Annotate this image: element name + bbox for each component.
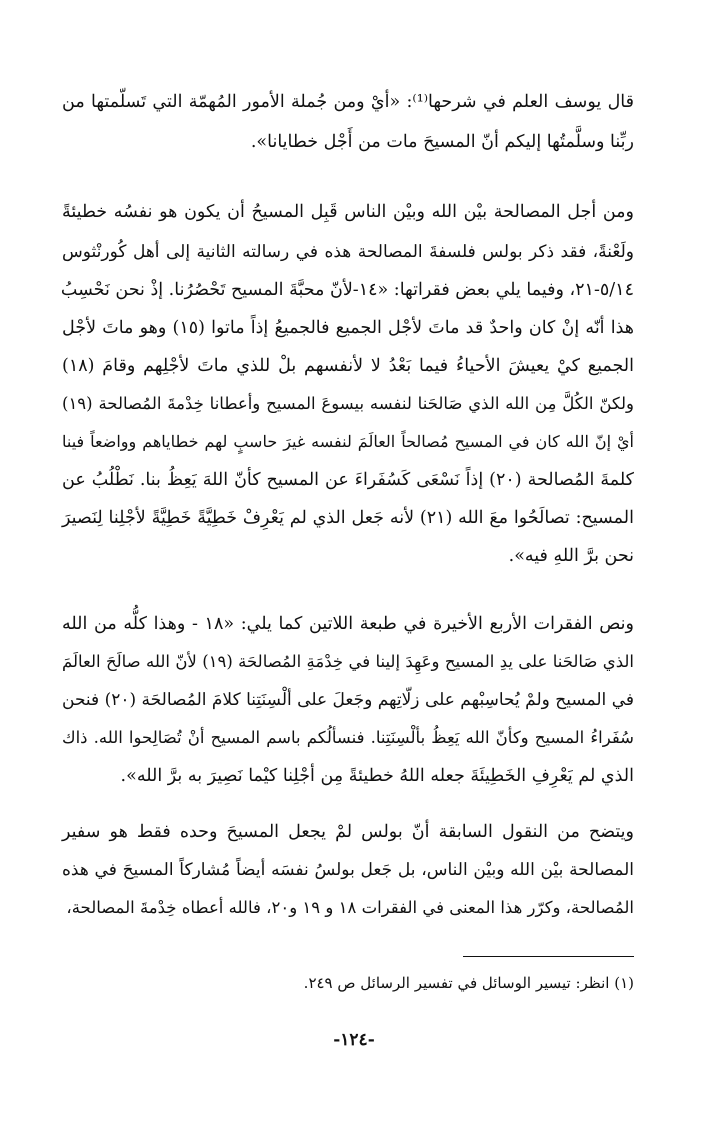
text-line: في المسيح ولمْ يُحاسِبْهم على زلّاتِهم وجَعلَ على ألْسِنَتِنا كلامَ المُصالحَة (٢٠) فنحن xyxy=(62,690,634,710)
text-line: المسيح: تصالَحُوا معَ الله (٢١) لأنه جَعل الذي لم يَعْرِفْ خَطِيَّةً خَطِيَّةً لأجْلِنا لِنَصيرَ xyxy=(62,508,634,528)
text-line: كلمةَ المُصالحة (٢٠) إذاً نَسْعَى كَسُفَراءَ عن المسيح كأنّ اللهَ يَعِظُ بنا. نَطْلُبُ عن xyxy=(62,470,634,490)
text-line: الذي لم يَعْرِفِ الخَطِيئَةَ جعله اللهُ خطيئةً مِن أجْلِنا كيْما نَصِيرَ به برَّ الله». xyxy=(120,766,634,786)
footnote: (١) انظر: تيسير الوسائل في تفسير الرسائل ص ٢٤٩. xyxy=(303,974,634,992)
text-line: ومن أجل المصالحة بيْن الله وبيْن الناس قَبِل المسيحُ أن يكون هو نفسُه خطيئةً xyxy=(62,202,634,222)
text-line: قال يوسف العلم في شرحها⁽¹⁾: «أيْ ومن جُملة الأمور المُهمّة التي تَسلّمتها من xyxy=(62,92,634,112)
text-line: ولَعْنةً، فقد ذكر بولس فلسفةَ المصالحة هذه في رسالته الثانية إلى أهل كُورنْثوس xyxy=(62,242,634,262)
footnote-separator xyxy=(463,956,634,957)
text-line: ٥/١٤-٢١، وفيما يلي بعض فقراتها: «١٤-لأنّ محبَّةَ المسيح تَحْصُرُنا. إذْ نحن نَحْسِبُ xyxy=(60,280,634,300)
text-line: هذا أنّه إنْ كان واحدٌ قد ماتَ لأجْل الجميع فالجميعُ إذاً ماتوا (١٥) وهو ماتَ لأجْل xyxy=(62,318,634,338)
text-line: أيْ إنّ الله كان في المسيح مُصالحاً العالَمَ لنفسه غيرَ حاسبٍ لهم خطاياهم وواضعاً فينا xyxy=(62,432,634,451)
text-line: الذي صَالحَنا على يدِ المسيح وعَهِدَ إلينا في خِدْمَةِ المُصالحَة (١٩) لأنّ الله صالَحَ العالَمَ xyxy=(62,652,634,671)
text-line: ولكنّ الكُلَّ مِن الله الذي صَالحَنا لنفسه بيسوعَ المسيح وأعطانا خِدْمةَ المُصالحة (١٩) xyxy=(62,394,634,413)
text-line: المصالحة بيْن الله وبيْن الناس، بل جَعل بولسُ نفسَه أيضاً مُشاركاً المسيحَ في هذه xyxy=(62,860,634,880)
text-line: سُفَراءُ المسيح وكأنّ الله يَعِظُ بألْسِنَتِنا. فنسألُكم باسم المسيح أنْ تُصَالِحوا الله. ذاك xyxy=(62,728,634,747)
text-line: نحن برَّ اللهِ فيه». xyxy=(508,546,634,566)
text-line: ويتضح من النقول السابقة أنّ بولس لمْ يجعل المسيحَ وحده فقط هو سفير xyxy=(62,822,634,842)
page-number: -١٢٤- xyxy=(333,1030,375,1050)
text-line: المُصالحة، وكرّر هذا المعنى في الفقرات ١٨ و ١٩ و٢٠، فالله أعطاه خِدْمةَ المصالحة، xyxy=(66,898,634,917)
text-line: الجميع كيْ يعيشَ الأحياءُ فيما بَعْدُ لا لأنفسهم بلْ للذي ماتَ لأجْلِهم وقامَ (١٨) xyxy=(62,356,634,376)
text-line: ربِّنا وسلَّمتُها إليكم أنّ المسيحَ مات من أَجْل خطايانا». xyxy=(250,132,634,152)
text-line: ونص الفقرات الأربع الأخيرة في طبعة اللاتين كما يلي: «١٨ - وهذا كلُّه من الله xyxy=(62,614,634,634)
